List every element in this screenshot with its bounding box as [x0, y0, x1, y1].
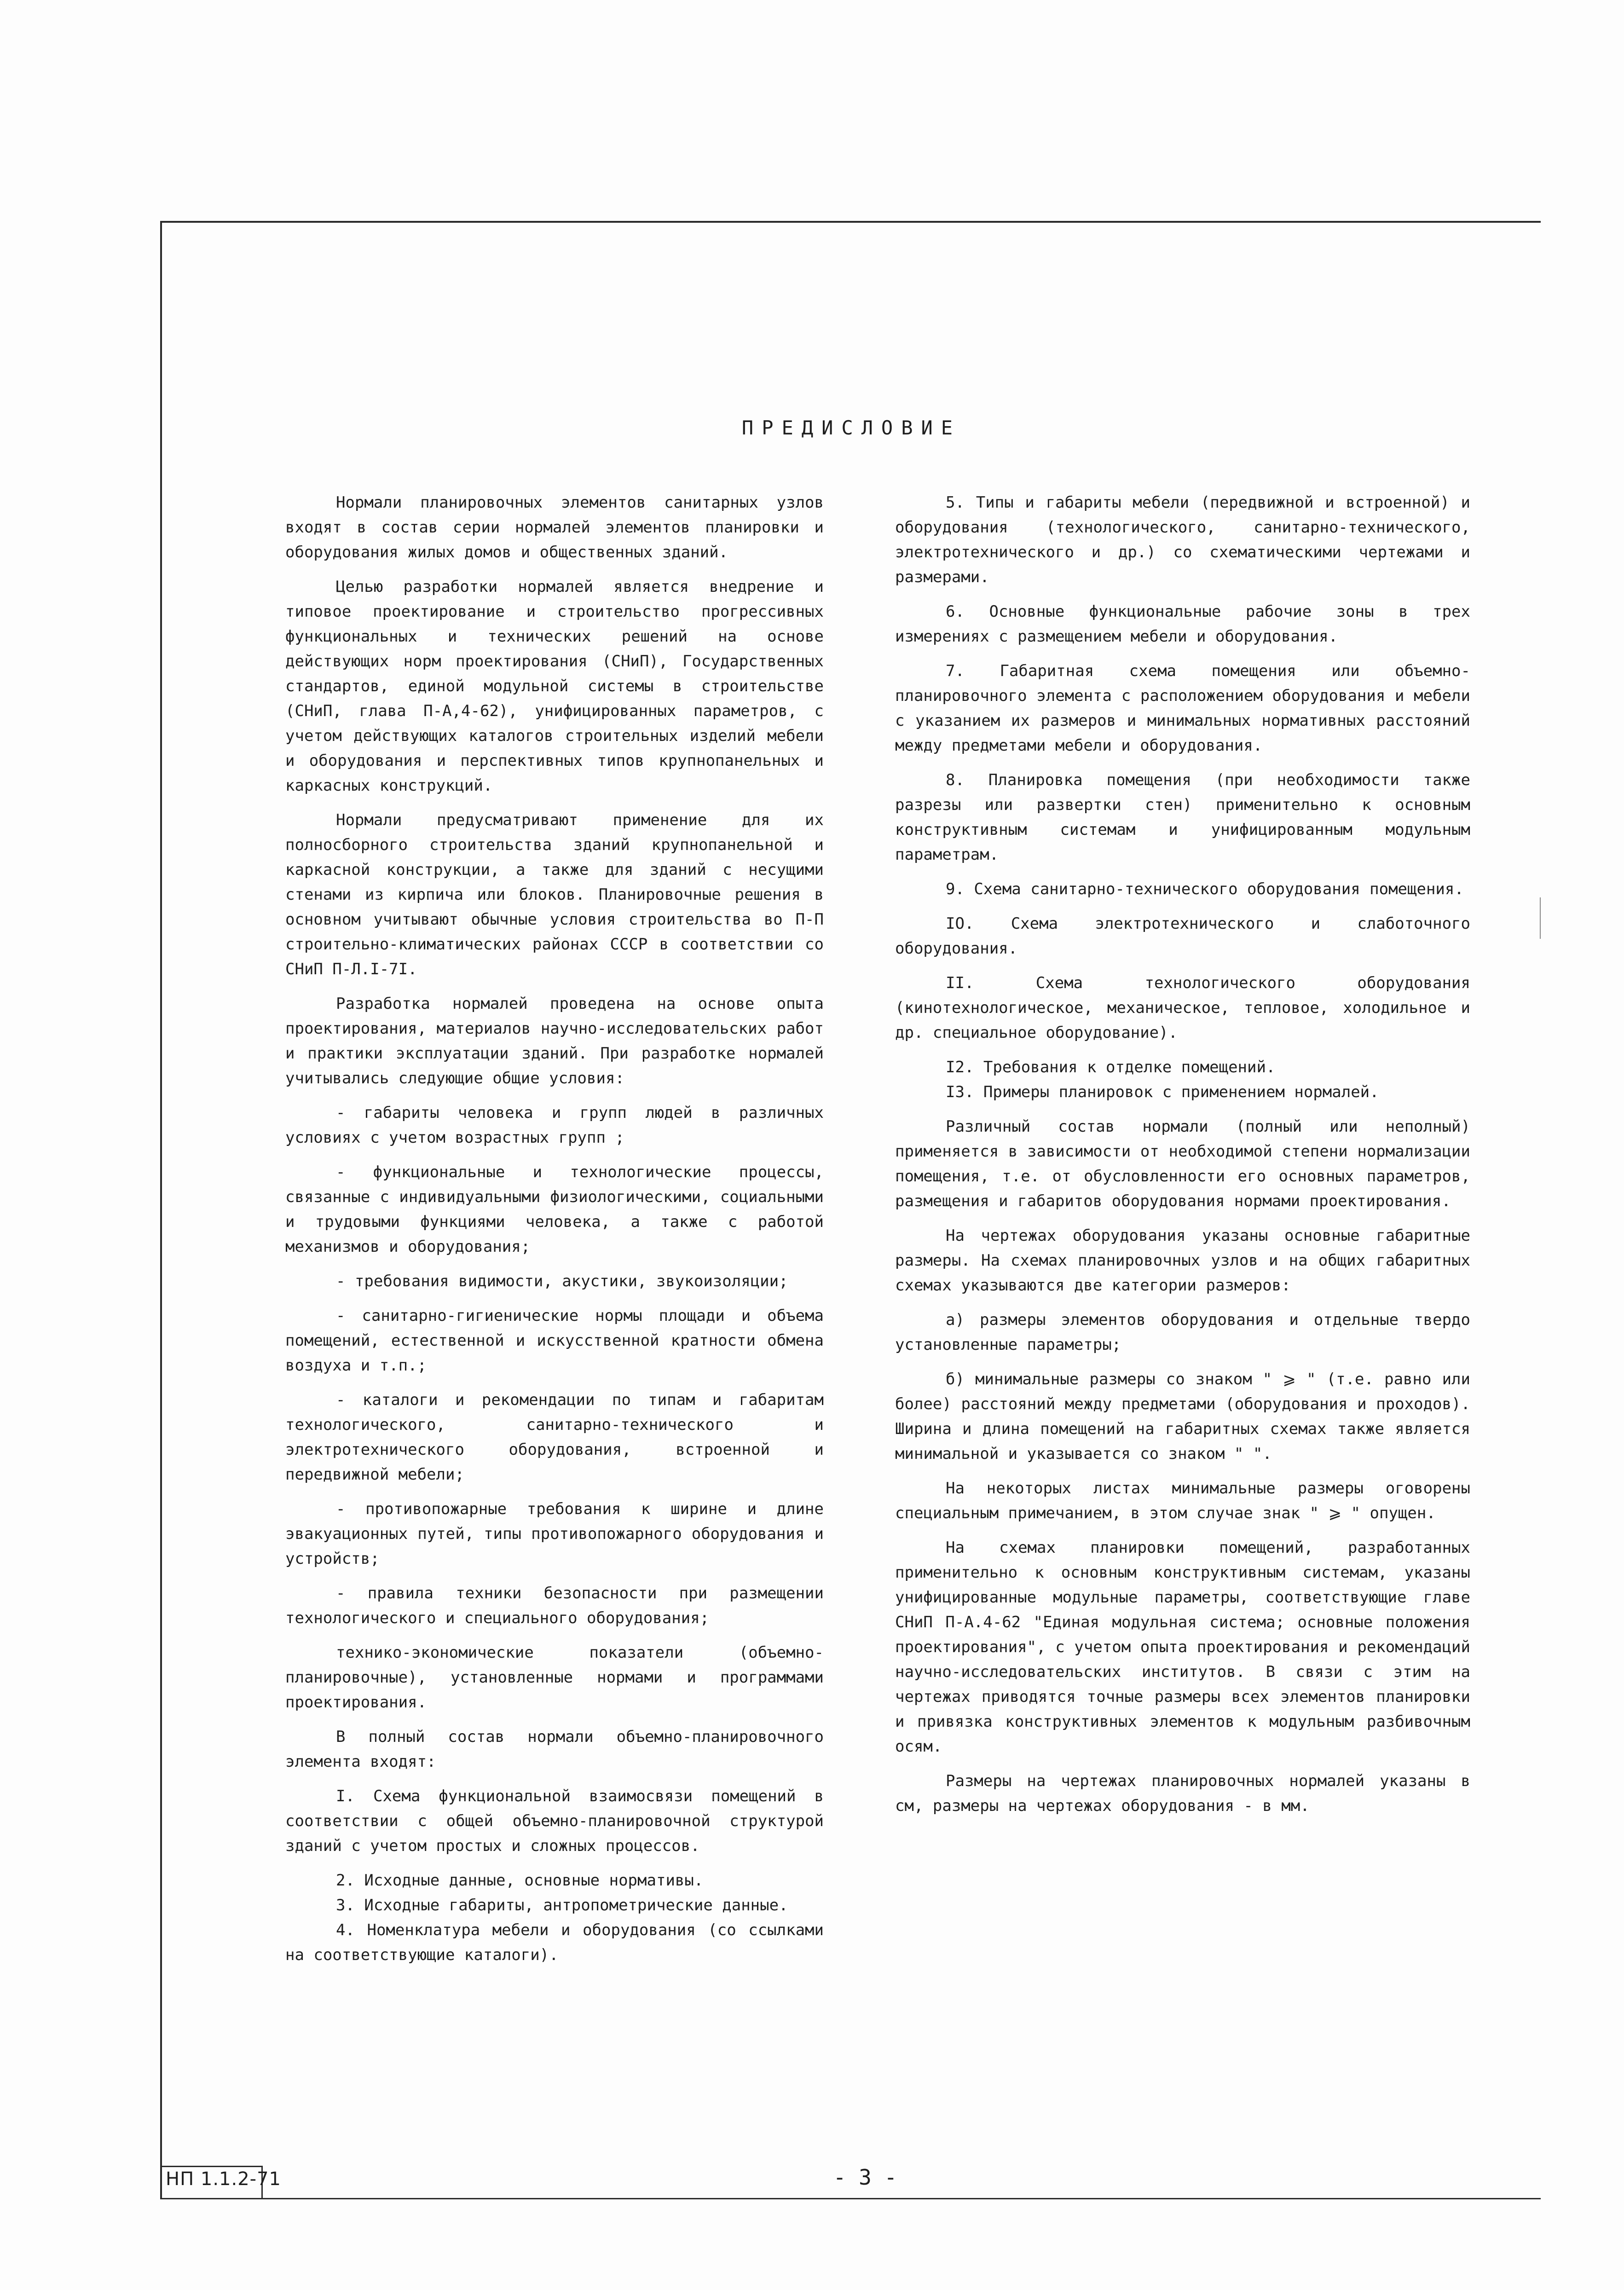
paragraph: На схемах планировки помещений, разработанных применительно к основным конструктивным системам, указаны унифицированные модульные параметры, соответствующие главе СНиП П-А.4-62 "Единая модульная система; основные положения проектирования", с учетом опыта проектирования и рекомендаций научно-исследовательских институтов. В связи с этим на чертежах приводятся точные размеры всех элементов планировки и привязка конструктивных элементов к модульным разбивочным осям. [895, 1538, 1470, 1756]
list-item: I3. Примеры планировок с применением нормалей. [946, 1083, 1379, 1101]
paragraph: Размеры на чертежах планировочных нормалей указаны в см, размеры на чертежах оборудования - в мм. [895, 1772, 1470, 1815]
list-item: 4. Номенклатура мебели и оборудования (со ссылками на соответствующие каталоги). [285, 1921, 824, 1964]
paragraph: Целью разработки нормалей является внедрение и типовое проектирование и строительство прогрессивных функциональных и технических решений на основе действующих норм проектирования (СНиП), Государственных стандартов, единой модульной системы в строительстве (СНиП, глава П-А,4-62), унифицированных параметров, с учетом действующих каталогов строительных изделий мебели и оборудования и перспективных типов крупнопанельных и каркасных конструкций. [285, 578, 824, 795]
list-item: II. Схема технологического оборудования (кинотехнологическое, механическое, тепловое, холодильное и др. специальное оборудование). [895, 974, 1470, 1042]
left-text-column [285, 490, 824, 1977]
paragraph: Разработка нормалей проведена на основе опыта проектирования, материалов научно-исследовательских работ и практики эксплуатации зданий. При разработке нормалей учитывались следующие общие условия: [285, 995, 824, 1087]
paragraph: На чертежах оборудования указаны основные габаритные размеры. На схемах планировочных узлов и на общих габаритных схемах указываются две категории размеров: [895, 1226, 1470, 1295]
page-number: - 3 - [833, 2165, 897, 2190]
list-item: - требования видимости, акустики, звукоизоляции; [336, 1272, 788, 1290]
page-title: ПРЕДИСЛОВИЕ [741, 416, 961, 439]
paragraph: В полный состав нормали объемно-планировочного элемента входят: [285, 1728, 824, 1771]
frame-bottom-border [160, 2198, 1541, 2199]
list-item: I2. Требования к отделке помещений. [946, 1058, 1276, 1076]
list-item: 5. Типы и габариты мебели (передвижной и встроенной) и оборудования (технологического, санитарно-технического, электротехнического и др.) со схематическими чертежами и размерами. [895, 493, 1470, 586]
paragraph: На некоторых листах минимальные размеры оговорены специальным примечанием, в этом случае знак " ⩾ " опущен. [895, 1479, 1470, 1522]
list-item: технико-экономические показатели (объемно-планировочные), установленные нормами и программами проектирования. [285, 1643, 824, 1712]
paragraph: Различный состав нормали (полный или неполный) применяется в зависимости от необходимой степени нормализации помещения, т.е. от обусловленности его основных параметров, размещения и габаритов оборудования нормами проектирования. [895, 1117, 1470, 1210]
list-item: 8. Планировка помещения (при необходимости также разрезы или развертки стен) применительно к основным конструктивным системам и унифицированным модульным параметрам. [895, 771, 1470, 864]
list-item: б) минимальные размеры со знаком " ⩾ " (т.е. равно или более) расстояний между предметами (оборудования и проходов). Ширина и длина помещений на габаритных схемах также является минимальной и указывается со знаком " ". [895, 1370, 1470, 1463]
paragraph: Нормали планировочных элементов санитарных узлов входят в состав серии нормалей элементов планировки и оборудования жилых домов и общественных зданий. [285, 493, 824, 561]
list-item: - противопожарные требования к ширине и длине эвакуационных путей, типы противопожарного оборудования и устройств; [285, 1500, 824, 1568]
list-item: - санитарно-гигиенические нормы площади и объема помещений, естественной и искусственной кратности обмена воздуха и т.п.; [285, 1307, 824, 1375]
frame-left-border [160, 221, 162, 2198]
list-item: - габариты человека и групп людей в различных условиях с учетом возрастных групп ; [285, 1104, 824, 1147]
list-item: - каталоги и рекомендации по типам и габаритам технологического, санитарно-технического и электротехнического оборудования, встроенной и передвижной мебели; [285, 1391, 824, 1484]
frame-edge-mark [1540, 897, 1541, 939]
list-item: а) размеры элементов оборудования и отдельные твердо установленные параметры; [895, 1311, 1470, 1354]
list-item: 6. Основные функциональные рабочие зоны в трех измерениях с размещением мебели и оборудования. [895, 602, 1470, 646]
right-text-column [895, 490, 1470, 1828]
list-item: - правила техники безопасности при размещении технологического и специального оборудования; [285, 1584, 824, 1627]
list-item: 9. Схема санитарно-технического оборудования помещения. [946, 880, 1464, 898]
document-code: НП 1.1.2-71 [166, 2169, 281, 2190]
frame-top-border [160, 221, 1541, 223]
list-item: 7. Габаритная схема помещения или объемно-планировочного элемента с расположением оборудования и мебели с указанием их размеров и минимальных нормативных расстояний между предметами мебели и оборудования. [895, 662, 1470, 755]
list-item: I. Схема функциональной взаимосвязи помещений в соответствии с общей объемно-планировочной структурой зданий с учетом простых и сложных процессов. [285, 1787, 824, 1855]
list-item: IO. Схема электротехнического и слаботочного оборудования. [895, 914, 1470, 958]
paragraph: Нормали предусматривают применение для их полносборного строительства зданий крупнопанельной и каркасной конструкции, а также для зданий с несущими стенами из кирпича или блоков. Планировочные решения в основном учитывают обычные условия строительства во П-П строительно-климатических районах СССР в соответствии со СНиП П-Л.I-7I. [285, 811, 824, 978]
list-item: 3. Исходные габариты, антропометрические данные. [336, 1896, 788, 1914]
list-item: - функциональные и технологические процессы, связанные с индивидуальными физиологическими, социальными и трудовыми функциями человека, а также с работой механизмов и оборудования; [285, 1163, 824, 1256]
list-item: 2. Исходные данные, основные нормативы. [336, 1871, 704, 1890]
